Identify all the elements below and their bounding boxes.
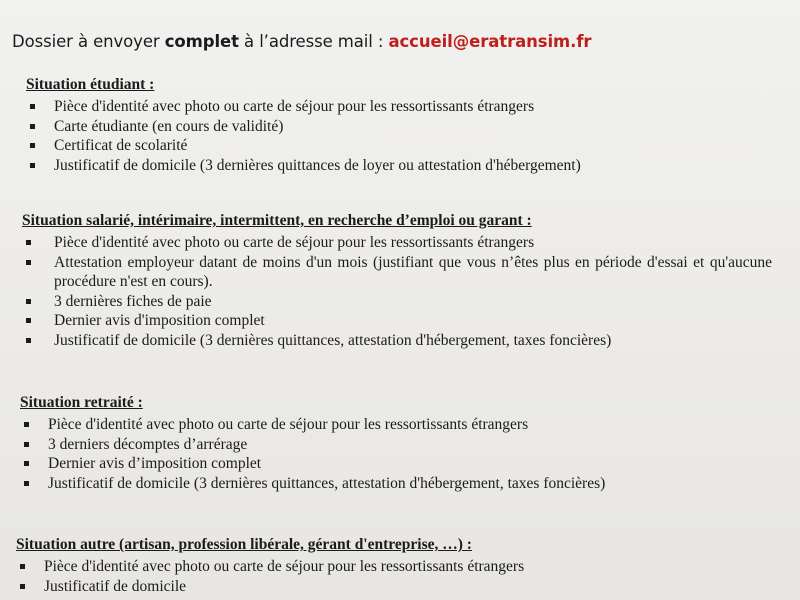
section-autre (16, 536, 524, 596)
list-item: Pièce d'identité avec photo ou carte de séjour pour les ressortissants étrangers (26, 97, 581, 117)
header-prefix: Dossier à envoyer (12, 32, 165, 51)
list-item: 3 derniers décomptes d’arrérage (20, 435, 605, 455)
section-heading: Situation retraité : (20, 394, 143, 411)
email-address: accueil@eratransim.fr (388, 32, 592, 51)
list-item: Certificat de scolarité (26, 136, 581, 156)
document-list (16, 557, 524, 596)
list-item: Pièce d'identité avec photo ou carte de séjour pour les ressortissants étrangers (20, 415, 605, 435)
document-list (22, 233, 772, 350)
list-item: Dernier avis d'imposition complet (22, 311, 772, 331)
list-item: Dernier avis d’imposition complet (20, 454, 605, 474)
list-item: Pièce d'identité avec photo ou carte de séjour pour les ressortissants étrangers (16, 557, 524, 577)
list-item: Justificatif de domicile (3 dernières quittances, attestation d'hébergement, taxes foncières) (20, 474, 605, 494)
list-item: Carte étudiante (en cours de validité) (26, 117, 581, 137)
list-item: Justificatif de domicile (3 dernières quittances, attestation d'hébergement, taxes foncières) (22, 331, 772, 351)
section-salarie (22, 212, 772, 350)
document-list (20, 415, 605, 493)
section-etudiant (26, 76, 581, 175)
section-heading: Situation salarié, intérimaire, intermittent, en recherche d’emploi ou garant : (22, 212, 532, 229)
header-middle: à l’adresse mail : (238, 32, 389, 51)
list-item: Justificatif de domicile (3 dernières quittances de loyer ou attestation d'hébergement) (26, 156, 581, 176)
instruction-header (12, 32, 591, 51)
section-retraite (20, 394, 605, 493)
section-heading: Situation autre (artisan, profession libérale, gérant d'entreprise, …) : (16, 536, 472, 553)
list-item: Justificatif de domicile (16, 577, 524, 597)
list-item: 3 dernières fiches de paie (22, 292, 772, 312)
list-item: Pièce d'identité avec photo ou carte de séjour pour les ressortissants étrangers (22, 233, 772, 253)
header-bold-word: complet (164, 32, 239, 51)
document-list (26, 97, 581, 175)
list-item: Attestation employeur datant de moins d'un mois (justifiant que vous n’êtes plus en période d'essai et qu'aucune procédure n'est en cours). (22, 253, 772, 292)
section-heading: Situation étudiant : (26, 76, 155, 93)
